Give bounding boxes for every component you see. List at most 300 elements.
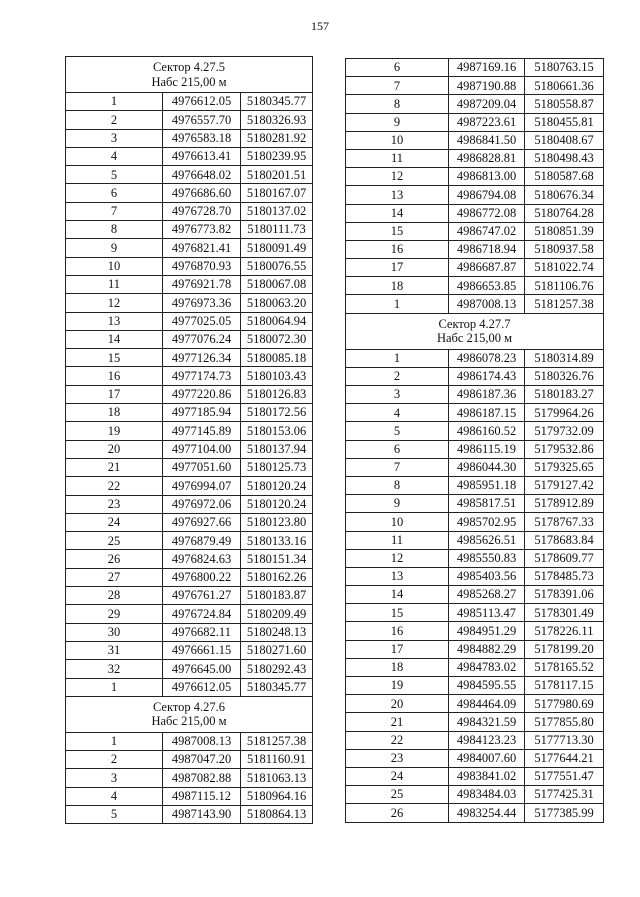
y-coordinate-cell: 5178226.11 [525, 622, 604, 640]
y-coordinate-cell: 5178301.49 [525, 604, 604, 622]
point-number-cell: 15 [66, 349, 163, 367]
x-coordinate-cell: 4983841.02 [449, 767, 525, 785]
x-coordinate-cell: 4976648.02 [163, 166, 241, 184]
point-number-cell: 26 [66, 550, 163, 568]
table-row [346, 658, 604, 676]
x-coordinate-cell: 4987008.13 [449, 295, 525, 313]
sector-header [66, 696, 313, 732]
table-row [346, 695, 604, 713]
x-coordinate-cell: 4976583.18 [163, 129, 241, 147]
table-row [66, 294, 313, 312]
y-coordinate-cell: 5180851.39 [525, 222, 604, 240]
y-coordinate-cell: 5180281.92 [241, 129, 313, 147]
y-coordinate-cell: 5180120.24 [241, 495, 313, 513]
table-row [346, 404, 604, 422]
x-coordinate-cell: 4976612.05 [163, 678, 241, 696]
point-number-cell: 12 [66, 294, 163, 312]
x-coordinate-cell: 4976761.27 [163, 587, 241, 605]
table-row [346, 495, 604, 513]
table-row [346, 113, 604, 131]
point-number-cell: 6 [346, 59, 449, 77]
point-number-cell: 16 [346, 622, 449, 640]
table-row [66, 257, 313, 275]
x-coordinate-cell: 4986160.52 [449, 422, 525, 440]
y-coordinate-cell: 5180167.07 [241, 184, 313, 202]
x-coordinate-cell: 4985550.83 [449, 549, 525, 567]
y-coordinate-cell: 5180076.55 [241, 257, 313, 275]
y-coordinate-cell: 5180063.20 [241, 294, 313, 312]
x-coordinate-cell: 4984321.59 [449, 713, 525, 731]
x-coordinate-cell: 4976870.93 [163, 257, 241, 275]
y-coordinate-cell: 5178391.06 [525, 586, 604, 604]
table-row [346, 440, 604, 458]
point-number-cell: 2 [66, 111, 163, 129]
table-row [66, 605, 313, 623]
table-row [346, 386, 604, 404]
table-row [66, 275, 313, 293]
y-coordinate-cell: 5180183.27 [525, 386, 604, 404]
x-coordinate-cell: 4977220.86 [163, 385, 241, 403]
x-coordinate-cell: 4986772.08 [449, 204, 525, 222]
y-coordinate-cell: 5180408.67 [525, 131, 604, 149]
table-row [66, 751, 313, 769]
y-coordinate-cell: 5178199.20 [525, 640, 604, 658]
table-row [346, 204, 604, 222]
x-coordinate-cell: 4976773.82 [163, 221, 241, 239]
coordinates-table-left [65, 56, 313, 824]
sector-header [346, 313, 604, 349]
y-coordinate-cell: 5179732.09 [525, 422, 604, 440]
x-coordinate-cell: 4987223.61 [449, 113, 525, 131]
y-coordinate-cell: 5180137.94 [241, 440, 313, 458]
table-row [346, 549, 604, 567]
coordinates-table-right [345, 58, 604, 823]
point-number-cell: 3 [346, 386, 449, 404]
x-coordinate-cell: 4986718.94 [449, 240, 525, 258]
x-coordinate-cell: 4987008.13 [163, 732, 241, 750]
x-coordinate-cell: 4976800.22 [163, 568, 241, 586]
point-number-cell: 24 [346, 767, 449, 785]
x-coordinate-cell: 4976661.15 [163, 641, 241, 659]
y-coordinate-cell: 5180326.76 [525, 367, 604, 385]
table-row [346, 131, 604, 149]
point-number-cell: 17 [66, 385, 163, 403]
x-coordinate-cell: 4985702.95 [449, 513, 525, 531]
point-number-cell: 24 [66, 513, 163, 531]
point-number-cell: 8 [346, 476, 449, 494]
y-coordinate-cell: 5180864.13 [241, 805, 313, 823]
table-row [346, 168, 604, 186]
point-number-cell: 28 [66, 587, 163, 605]
sector-header-row [66, 696, 313, 732]
point-number-cell: 9 [346, 113, 449, 131]
x-coordinate-cell: 4977126.34 [163, 349, 241, 367]
y-coordinate-cell: 5180314.89 [525, 349, 604, 367]
point-number-cell: 13 [346, 567, 449, 585]
table-row [346, 786, 604, 804]
x-coordinate-cell: 4976927.66 [163, 513, 241, 531]
x-coordinate-cell: 4987047.20 [163, 751, 241, 769]
x-coordinate-cell: 4985951.18 [449, 476, 525, 494]
y-coordinate-cell: 5178683.84 [525, 531, 604, 549]
x-coordinate-cell: 4985817.51 [449, 495, 525, 513]
table-row [66, 385, 313, 403]
point-number-cell: 4 [66, 787, 163, 805]
y-coordinate-cell: 5181063.13 [241, 769, 313, 787]
y-coordinate-cell: 5180153.06 [241, 422, 313, 440]
table-row [346, 804, 604, 822]
x-coordinate-cell: 4977145.89 [163, 422, 241, 440]
y-coordinate-cell: 5180067.08 [241, 275, 313, 293]
sector-elevation: Набс 215,00 м [151, 714, 227, 729]
sector-title: Сектор 4.27.6 [152, 699, 226, 714]
y-coordinate-cell: 5180345.77 [241, 678, 313, 696]
table-row [346, 95, 604, 113]
sector-header [66, 57, 313, 93]
y-coordinate-cell: 5180964.16 [241, 787, 313, 805]
x-coordinate-cell: 4985113.47 [449, 604, 525, 622]
y-coordinate-cell: 5177855.80 [525, 713, 604, 731]
x-coordinate-cell: 4987209.04 [449, 95, 525, 113]
y-coordinate-cell: 5180455.81 [525, 113, 604, 131]
x-coordinate-cell: 4976645.00 [163, 660, 241, 678]
table-row [66, 660, 313, 678]
y-coordinate-cell: 5177385.99 [525, 804, 604, 822]
x-coordinate-cell: 4986794.08 [449, 186, 525, 204]
table-row [346, 77, 604, 95]
y-coordinate-cell: 5178609.77 [525, 549, 604, 567]
y-coordinate-cell: 5180151.34 [241, 550, 313, 568]
table-row [346, 640, 604, 658]
y-coordinate-cell: 5180764.28 [525, 204, 604, 222]
sector-title: Сектор 4.27.7 [438, 316, 511, 331]
y-coordinate-cell: 5177425.31 [525, 786, 604, 804]
x-coordinate-cell: 4977025.05 [163, 312, 241, 330]
point-number-cell: 4 [66, 147, 163, 165]
y-coordinate-cell: 5180587.68 [525, 168, 604, 186]
x-coordinate-cell: 4976821.41 [163, 239, 241, 257]
x-coordinate-cell: 4976824.63 [163, 550, 241, 568]
table-row [66, 147, 313, 165]
x-coordinate-cell: 4984007.60 [449, 749, 525, 767]
table-row [346, 458, 604, 476]
y-coordinate-cell: 5180183.87 [241, 587, 313, 605]
x-coordinate-cell: 4986187.36 [449, 386, 525, 404]
point-number-cell: 1 [346, 349, 449, 367]
y-coordinate-cell: 5181257.38 [241, 732, 313, 750]
y-coordinate-cell: 5180162.26 [241, 568, 313, 586]
point-number-cell: 32 [66, 660, 163, 678]
sector-header-row [66, 57, 313, 93]
point-number-cell: 10 [346, 131, 449, 149]
y-coordinate-cell: 5177713.30 [525, 731, 604, 749]
x-coordinate-cell: 4987082.88 [163, 769, 241, 787]
point-number-cell: 1 [66, 678, 163, 696]
point-number-cell: 15 [346, 604, 449, 622]
table-row [66, 458, 313, 476]
table-row [66, 477, 313, 495]
table-row [66, 513, 313, 531]
table-row [346, 422, 604, 440]
point-number-cell: 25 [66, 532, 163, 550]
point-number-cell: 1 [66, 732, 163, 750]
point-number-cell: 14 [346, 586, 449, 604]
point-number-cell: 8 [346, 95, 449, 113]
x-coordinate-cell: 4977076.24 [163, 330, 241, 348]
y-coordinate-cell: 5180125.73 [241, 458, 313, 476]
table-row [66, 440, 313, 458]
table-row [346, 513, 604, 531]
point-number-cell: 29 [66, 605, 163, 623]
y-coordinate-cell: 5179127.42 [525, 476, 604, 494]
point-number-cell: 10 [346, 513, 449, 531]
table-row [66, 184, 313, 202]
y-coordinate-cell: 5177644.21 [525, 749, 604, 767]
x-coordinate-cell: 4983484.03 [449, 786, 525, 804]
y-coordinate-cell: 5177551.47 [525, 767, 604, 785]
point-number-cell: 17 [346, 640, 449, 658]
y-coordinate-cell: 5180763.15 [525, 59, 604, 77]
table-row [66, 550, 313, 568]
x-coordinate-cell: 4984783.02 [449, 658, 525, 676]
x-coordinate-cell: 4976972.06 [163, 495, 241, 513]
table-row [66, 568, 313, 586]
point-number-cell: 7 [346, 77, 449, 95]
table-row [66, 202, 313, 220]
table-row [66, 787, 313, 805]
sector-header-row [346, 313, 604, 349]
point-number-cell: 5 [346, 422, 449, 440]
table-row [346, 476, 604, 494]
table-row [66, 312, 313, 330]
x-coordinate-cell: 4976879.49 [163, 532, 241, 550]
point-number-cell: 4 [346, 404, 449, 422]
table-row [66, 239, 313, 257]
table-row [346, 186, 604, 204]
point-number-cell: 11 [66, 275, 163, 293]
table-row [346, 604, 604, 622]
y-coordinate-cell: 5180123.80 [241, 513, 313, 531]
y-coordinate-cell: 5181022.74 [525, 259, 604, 277]
point-number-cell: 22 [346, 731, 449, 749]
point-number-cell: 6 [346, 440, 449, 458]
x-coordinate-cell: 4987190.88 [449, 77, 525, 95]
x-coordinate-cell: 4976686.60 [163, 184, 241, 202]
y-coordinate-cell: 5180126.83 [241, 385, 313, 403]
y-coordinate-cell: 5179325.65 [525, 458, 604, 476]
table-row [66, 166, 313, 184]
y-coordinate-cell: 5180937.58 [525, 240, 604, 258]
point-number-cell: 13 [346, 186, 449, 204]
x-coordinate-cell: 4976557.70 [163, 111, 241, 129]
point-number-cell: 18 [346, 277, 449, 295]
x-coordinate-cell: 4985403.56 [449, 567, 525, 585]
point-number-cell: 9 [346, 495, 449, 513]
y-coordinate-cell: 5180201.51 [241, 166, 313, 184]
y-coordinate-cell: 5180248.13 [241, 623, 313, 641]
point-number-cell: 23 [66, 495, 163, 513]
x-coordinate-cell: 4977185.94 [163, 404, 241, 422]
point-number-cell: 15 [346, 222, 449, 240]
x-coordinate-cell: 4985626.51 [449, 531, 525, 549]
x-coordinate-cell: 4985268.27 [449, 586, 525, 604]
table-row [346, 222, 604, 240]
point-number-cell: 8 [66, 221, 163, 239]
table-row [66, 349, 313, 367]
y-coordinate-cell: 5178485.73 [525, 567, 604, 585]
point-number-cell: 16 [346, 240, 449, 258]
x-coordinate-cell: 4984595.55 [449, 677, 525, 695]
y-coordinate-cell: 5180085.18 [241, 349, 313, 367]
point-number-cell: 2 [346, 367, 449, 385]
y-coordinate-cell: 5180137.02 [241, 202, 313, 220]
table-row [66, 495, 313, 513]
sector-elevation: Набс 215,00 м [436, 331, 513, 346]
table-row [66, 330, 313, 348]
table-row [346, 240, 604, 258]
x-coordinate-cell: 4976994.07 [163, 477, 241, 495]
point-number-cell: 26 [346, 804, 449, 822]
point-number-cell: 13 [66, 312, 163, 330]
y-coordinate-cell: 5181257.38 [525, 295, 604, 313]
x-coordinate-cell: 4986174.43 [449, 367, 525, 385]
point-number-cell: 19 [346, 677, 449, 695]
table-row [346, 367, 604, 385]
table-row [346, 295, 604, 313]
table-row [66, 678, 313, 696]
point-number-cell: 31 [66, 641, 163, 659]
y-coordinate-cell: 5180091.49 [241, 239, 313, 257]
point-number-cell: 17 [346, 259, 449, 277]
point-number-cell: 16 [66, 367, 163, 385]
y-coordinate-cell: 5180326.93 [241, 111, 313, 129]
x-coordinate-cell: 4976724.84 [163, 605, 241, 623]
table-row [346, 531, 604, 549]
table-row [346, 349, 604, 367]
x-coordinate-cell: 4986187.15 [449, 404, 525, 422]
sector-elevation: Набс 215,00 м [151, 74, 227, 89]
y-coordinate-cell: 5177980.69 [525, 695, 604, 713]
table-row [66, 641, 313, 659]
x-coordinate-cell: 4976973.36 [163, 294, 241, 312]
x-coordinate-cell: 4986747.02 [449, 222, 525, 240]
point-number-cell: 1 [66, 93, 163, 111]
x-coordinate-cell: 4983254.44 [449, 804, 525, 822]
table-row [346, 731, 604, 749]
point-number-cell: 20 [346, 695, 449, 713]
y-coordinate-cell: 5178165.52 [525, 658, 604, 676]
point-number-cell: 11 [346, 531, 449, 549]
x-coordinate-cell: 4976921.78 [163, 275, 241, 293]
table-row [346, 586, 604, 604]
y-coordinate-cell: 5180498.43 [525, 149, 604, 167]
point-number-cell: 14 [66, 330, 163, 348]
point-number-cell: 18 [346, 658, 449, 676]
table-row [346, 713, 604, 731]
point-number-cell: 7 [66, 202, 163, 220]
point-number-cell: 10 [66, 257, 163, 275]
table-row [346, 767, 604, 785]
point-number-cell: 25 [346, 786, 449, 804]
x-coordinate-cell: 4977104.00 [163, 440, 241, 458]
table-row [346, 259, 604, 277]
y-coordinate-cell: 5180676.34 [525, 186, 604, 204]
point-number-cell: 3 [66, 129, 163, 147]
table-row [66, 404, 313, 422]
x-coordinate-cell: 4984123.23 [449, 731, 525, 749]
table-row [66, 732, 313, 750]
x-coordinate-cell: 4987143.90 [163, 805, 241, 823]
table-row [66, 769, 313, 787]
x-coordinate-cell: 4976613.41 [163, 147, 241, 165]
point-number-cell: 20 [66, 440, 163, 458]
point-number-cell: 23 [346, 749, 449, 767]
y-coordinate-cell: 5180172.56 [241, 404, 313, 422]
y-coordinate-cell: 5178912.89 [525, 495, 604, 513]
x-coordinate-cell: 4984951.29 [449, 622, 525, 640]
y-coordinate-cell: 5180292.43 [241, 660, 313, 678]
y-coordinate-cell: 5178117.15 [525, 677, 604, 695]
x-coordinate-cell: 4986078.23 [449, 349, 525, 367]
y-coordinate-cell: 5180111.73 [241, 221, 313, 239]
x-coordinate-cell: 4987169.16 [449, 59, 525, 77]
point-number-cell: 30 [66, 623, 163, 641]
y-coordinate-cell: 5180120.24 [241, 477, 313, 495]
point-number-cell: 2 [66, 751, 163, 769]
table-row [66, 805, 313, 823]
point-number-cell: 7 [346, 458, 449, 476]
y-coordinate-cell: 5178767.33 [525, 513, 604, 531]
point-number-cell: 21 [66, 458, 163, 476]
table-row [66, 422, 313, 440]
y-coordinate-cell: 5181106.76 [525, 277, 604, 295]
table-row [66, 93, 313, 111]
point-number-cell: 27 [66, 568, 163, 586]
table-row [346, 277, 604, 295]
y-coordinate-cell: 5180345.77 [241, 93, 313, 111]
y-coordinate-cell: 5180064.94 [241, 312, 313, 330]
table-row [346, 149, 604, 167]
x-coordinate-cell: 4986813.00 [449, 168, 525, 186]
x-coordinate-cell: 4986828.81 [449, 149, 525, 167]
point-number-cell: 1 [346, 295, 449, 313]
point-number-cell: 5 [66, 805, 163, 823]
point-number-cell: 3 [66, 769, 163, 787]
y-coordinate-cell: 5179964.26 [525, 404, 604, 422]
y-coordinate-cell: 5180271.60 [241, 641, 313, 659]
x-coordinate-cell: 4987115.12 [163, 787, 241, 805]
page-number: 157 [311, 19, 329, 33]
table-row [66, 111, 313, 129]
x-coordinate-cell: 4976682.11 [163, 623, 241, 641]
table-row [346, 567, 604, 585]
point-number-cell: 11 [346, 149, 449, 167]
sector-title: Сектор 4.27.5 [152, 60, 226, 75]
x-coordinate-cell: 4986687.87 [449, 259, 525, 277]
point-number-cell: 6 [66, 184, 163, 202]
table-row [346, 677, 604, 695]
y-coordinate-cell: 5180072.30 [241, 330, 313, 348]
point-number-cell: 12 [346, 168, 449, 186]
y-coordinate-cell: 5180661.36 [525, 77, 604, 95]
point-number-cell: 18 [66, 404, 163, 422]
table-row [66, 623, 313, 641]
x-coordinate-cell: 4984882.29 [449, 640, 525, 658]
table-row [346, 59, 604, 77]
x-coordinate-cell: 4977051.60 [163, 458, 241, 476]
x-coordinate-cell: 4976612.05 [163, 93, 241, 111]
x-coordinate-cell: 4986841.50 [449, 131, 525, 149]
